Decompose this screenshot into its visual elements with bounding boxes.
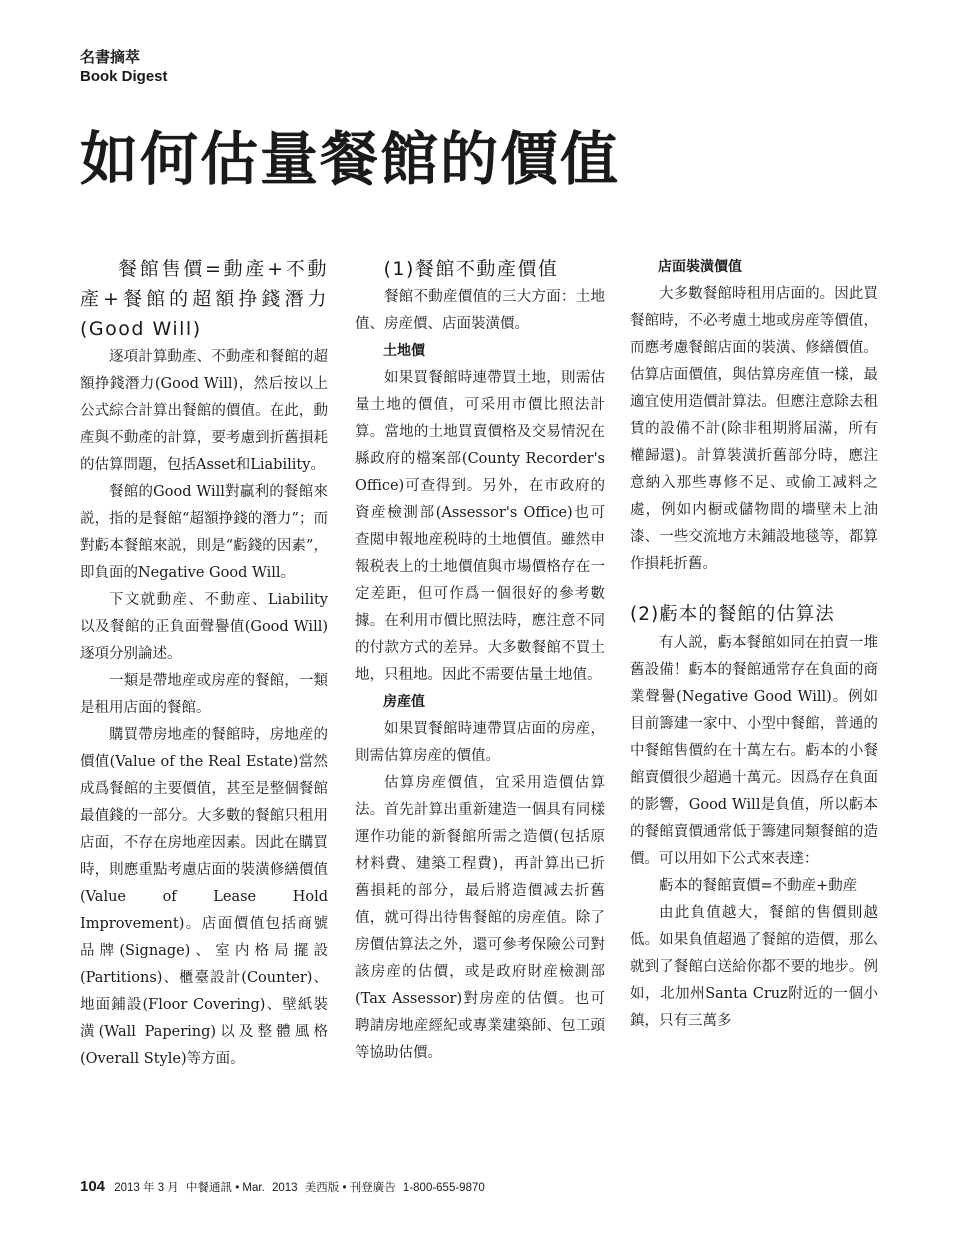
paragraph: 由此負值越大，餐館的售價則越低。如果負值超過了餐館的造價，那么就到了餐館白送給你都不要的地步。例如，北加州Santa Cruz附近的一個小鎮，只有三萬多 bbox=[630, 905, 878, 1029]
section-heading-losing-restaurant: (2)虧本的餐館的估算法 bbox=[630, 604, 835, 625]
paragraph: 如果買餐館時連帶買土地，則需估量土地的價值，可采用市價比照法計算。當地的土地買賣價格及交易情況在縣政府的檔案部(County Recorder's Office)可查得到。另外，在市政府的資産檢測部(Assessor's Office)也可查閲申報地産税時的土地價值。雖然申報税表上的土地價值與市場價格存在一定差距，但可作爲一個很好的參考數據。在利用市價比照法時，應注意不同的付款方式的差异。大多數餐館不買土地，只租地。因此不需要估量土地值。 bbox=[355, 370, 605, 683]
paragraph: 購買帶房地產的餐館時，房地産的價值(Value of the Real Estate)當然成爲餐館的主要價值，甚至是整個餐館最值錢的一部分。大多數的餐館只租用店面，不存在房地産因素。因此在購買時，則應重點考慮店面的裝潢修繕價值(Value of Lease Hold Improvement)。店面價值包括商號品牌(Signage)、室内格局擺設(Partitions)、櫃臺設計(Counter)、地面鋪設(Floor Covering)、壁紙裝潢(Wall Papering)以及整體風格(Overall Style)等方面。 bbox=[80, 727, 328, 1067]
column-3 bbox=[630, 254, 878, 1035]
paragraph: 下文就動産、不動産、Liability以及餐館的正負面聲譽值(Good Will)逐項分别論述。 bbox=[80, 592, 328, 662]
column-1 bbox=[80, 254, 328, 1073]
subheading-land: 土地價 bbox=[383, 343, 425, 359]
footer-phone: 1-800-655-9870 bbox=[402, 1182, 485, 1194]
footer-magazine: 中餐通訊 • Mar. bbox=[186, 1182, 265, 1194]
section-label bbox=[80, 48, 168, 86]
footer-edition: 美西版 • 刊登廣告 bbox=[304, 1182, 396, 1194]
subheading-storefront: 店面裝潢價值 bbox=[658, 259, 742, 275]
paragraph: 估算房産價值，宜采用造價估算法。首先計算出重新建造一個具有同樣運作功能的新餐館所需之造價(包括原材料費、建築工程費)，再計算出已折舊損耗的部分，最后將造價减去折舊值，就可得出待售餐館的房産值。除了房價估算法之外，還可參考保險公司對該房産的估價，或是政府財産檢測部(Tax Assessor)對房産的估價。也可聘請房地産經紀或專業建築師、包工頭等協助估價。 bbox=[355, 775, 605, 1061]
section-heading-real-estate: (1)餐館不動產價值 bbox=[383, 258, 559, 280]
page-footer bbox=[80, 1178, 489, 1195]
paragraph: 大多數餐館時租用店面的。因此買餐館時，不必考慮土地或房産等價值，而應考慮餐館店面的裝潢、修繕價值。估算店面價值，與估算房産值一樣，最適宜使用造價計算法。但應注意除去租賃的設備不計(除非租期將届滿，所有權歸還)。計算裝潢折舊部分時，應注意納入那些專修不足、或偷工减料之處，例如内橱或儲物間的墻壁未上油漆、一些交流地方未鋪設地毯等，都算作損耗折舊。 bbox=[630, 286, 878, 572]
paragraph: 有人説，虧本餐館如同在拍賣一堆舊設備！虧本的餐館通常存在負面的商業聲譽(Negative Good Will)。例如目前籌建一家中、小型中餐館，普通的中餐館售價約在十萬左右。虧本的小餐館賣價很少超過十萬元。因爲存在負面的影響，Good Will是負值，所以虧本的餐館賣價通常低于籌建同類餐館的造價。可以用如下公式來表達： bbox=[630, 635, 878, 867]
footer-year: 2013 bbox=[272, 1182, 298, 1194]
paragraph: 餐館不動産價值的三大方面：土地值、房産價、店面裝潢價。 bbox=[355, 289, 605, 332]
paragraph: 餐館的Good Will對贏利的餐館來説，指的是餐館“超額挣錢的潛力”；而對虧本餐館來説，則是“虧錢的因素”，即負面的Negative Good Will。 bbox=[80, 484, 328, 581]
page-number: 104 bbox=[80, 1178, 106, 1195]
paragraph: 逐項計算動產、不動產和餐館的超額挣錢潛力(Good Will)，然后按以上公式綜合計算出餐館的價值。在此，動產與不動產的計算，要考慮到折舊損耗的估算問題，包括Asset和Liability。 bbox=[80, 349, 328, 473]
formula-heading: 餐館售價=動產+不動產+餐館的超額挣錢潛力(Good Will) bbox=[80, 258, 328, 340]
column-2 bbox=[355, 254, 605, 1067]
page-title: 如何估量餐館的價值 bbox=[80, 125, 621, 193]
formula-text: 虧本的餐館賣價=不動産+動産 bbox=[659, 878, 858, 894]
paragraph: 如果買餐館時連帶買店面的房産，則需估算房産的價值。 bbox=[355, 721, 605, 764]
paragraph: 一類是帶地産或房産的餐館，一類是租用店面的餐館。 bbox=[80, 673, 328, 716]
section-label-zh: 名書摘萃 bbox=[80, 49, 141, 66]
subheading-property: 房産值 bbox=[383, 694, 425, 710]
footer-date: 2013 年 3 月 bbox=[114, 1182, 179, 1194]
section-label-en: Book Digest bbox=[80, 68, 168, 85]
